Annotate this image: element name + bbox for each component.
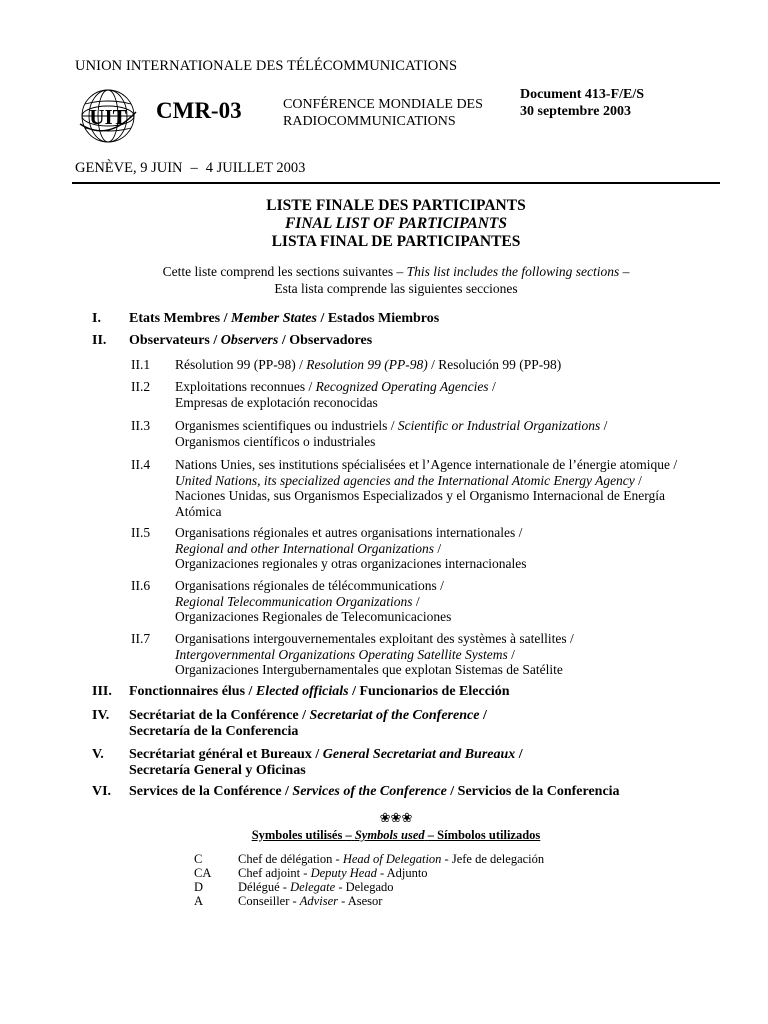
- subsection-en: United Nations, its specialized agencies and the International Atomic Energy Agency: [175, 472, 635, 488]
- conference-name: [283, 96, 483, 130]
- conference-name-line2: RADIOCOMMUNICATIONS: [283, 114, 456, 129]
- section-fr: Services de la Conférence /: [129, 784, 293, 799]
- title-fr: LISTE FINALE DES PARTICIPANTS: [266, 197, 526, 214]
- document-date: 30 septembre 2003: [520, 104, 631, 119]
- subsection-slash: /: [600, 418, 608, 433]
- intro-es: Esta lista comprende las siguientes secciones: [274, 281, 518, 296]
- subsection-es: Organizaciones Regionales de Telecomunicaciones: [175, 609, 452, 624]
- section-fr: Secrétariat général et Bureaux /: [129, 747, 323, 762]
- conference-location-dates: [75, 160, 305, 177]
- subsection-slash: /: [412, 593, 420, 609]
- ornament-divider: ❀❀❀: [379, 810, 413, 825]
- subsection-number: II.1: [131, 357, 151, 372]
- symbols-title-es: – Símbolos utilizados: [427, 828, 541, 842]
- section-number: IV.: [92, 708, 110, 723]
- location-end: 4 JUILLET 2003: [205, 160, 306, 176]
- subsection-fr: Organismes scientifiques ou industriels /: [175, 418, 398, 433]
- symbol-fr: Chef de délégation -: [238, 852, 343, 866]
- document-title: [72, 197, 720, 251]
- section-es: / Estados Miembros: [316, 311, 440, 326]
- location-start: GENÈVE, 9 JUIN: [75, 160, 183, 176]
- subsection-en: Regional Telecommunication Organizations: [175, 593, 413, 609]
- symbol-es: - Delegado: [335, 880, 394, 894]
- subsection-es: Empresas de explotación reconocidas: [175, 394, 378, 410]
- subsection-es: Organizaciones Intergubernamentales que explotan Sistemas de Satélite: [175, 662, 563, 677]
- symbol-es: - Asesor: [337, 894, 383, 908]
- section-en: Services of the Conference: [292, 784, 447, 799]
- subsection-number: II.4: [131, 457, 151, 472]
- subsection-fr: Résolution 99 (PP-98) /: [175, 357, 307, 372]
- intro-en: This list includes the following sections: [406, 264, 620, 279]
- subsection-number: II.3: [131, 418, 151, 433]
- section-fr: Etats Membres /: [129, 311, 231, 326]
- symbol-es: - Adjunto: [376, 866, 428, 880]
- section-es-cont: Secretaría General y Oficinas: [129, 763, 306, 778]
- section-fr: Observateurs /: [129, 333, 221, 348]
- symbol-en: Deputy Head: [310, 866, 377, 880]
- section-es: / Funcionarios de Elección: [348, 684, 510, 699]
- document-number: Document 413-F/E/S: [520, 87, 645, 102]
- section-number: V.: [92, 747, 104, 762]
- intro-fr: Cette liste comprend les sections suivantes –: [162, 264, 404, 279]
- section-es: / Observadores: [278, 333, 373, 348]
- location-separator: –: [190, 160, 198, 176]
- subsection-fr: Exploitations reconnues /: [175, 379, 316, 394]
- organization-name: UNION INTERNATIONALE DES TÉLÉCOMMUNICATIONS: [75, 58, 458, 74]
- subsection-en: Recognized Operating Agencies: [315, 379, 489, 394]
- section-en: Observers: [220, 333, 279, 348]
- symbols-title-en: Symbols used: [354, 828, 425, 842]
- section-en: Member States: [231, 311, 317, 326]
- title-es: LISTA FINAL DE PARTICIPANTES: [271, 233, 521, 250]
- symbols-title-fr: Symboles utilisés –: [251, 828, 352, 842]
- symbol-code: C: [194, 852, 203, 866]
- symbol-fr: Conseiller -: [238, 894, 300, 908]
- conference-code: CMR-03: [156, 98, 242, 123]
- subsection-es-cont: Atómica: [175, 503, 222, 519]
- symbol-fr: Délégué -: [238, 880, 291, 894]
- subsection-slash: /: [634, 472, 642, 488]
- section-es-cont: Secretaría de la Conferencia: [129, 724, 299, 739]
- subsection-slash: /: [507, 646, 515, 662]
- title-en: FINAL LIST OF PARTICIPANTS: [284, 215, 508, 232]
- subsection-en: Regional and other International Organizations: [175, 540, 434, 556]
- subsection-es: Organismos científicos o industriales: [175, 433, 376, 449]
- subsection-fr: Organisations régionales et autres organisations internationales /: [175, 525, 523, 540]
- symbol-fr: Chef adjoint -: [238, 866, 311, 880]
- subsection-en: Intergovernmental Organizations Operating Satellite Systems: [175, 646, 508, 662]
- section-en: Secretariat of the Conference: [309, 708, 480, 723]
- symbol-code: D: [194, 880, 204, 894]
- symbol-es: - Jefe de delegación: [441, 852, 545, 866]
- symbol-en: Delegate: [290, 880, 336, 894]
- subsection-en: Resolution 99 (PP-98): [306, 357, 428, 372]
- document-reference: [520, 86, 644, 120]
- section-fr: Fonctionnaires élus /: [129, 684, 256, 699]
- symbol-code: CA: [194, 866, 212, 880]
- section-number: III.: [92, 684, 112, 699]
- subsection-fr: Organisations intergouvernementales exploitant des systèmes à satellites /: [175, 631, 574, 646]
- symbol-code: A: [194, 894, 204, 908]
- section-es: / Servicios de la Conferencia: [446, 784, 620, 799]
- symbol-en: Adviser: [299, 894, 338, 908]
- section-fr: Secrétariat de la Conférence /: [129, 708, 310, 723]
- subsection-slash: /: [434, 540, 442, 556]
- section-number: II.: [92, 333, 107, 348]
- section-en: General Secretariat and Bureaux: [322, 747, 516, 762]
- subsection-fr: Nations Unies, ses institutions spécialisées et l’Agence internationale de l’énergie atomique /: [175, 457, 678, 472]
- section-en: Elected officials: [255, 684, 349, 699]
- conference-name-line1: CONFÉRENCE MONDIALE DES: [283, 97, 483, 112]
- subsection-es: Organizaciones regionales y otras organizaciones internacionales: [175, 556, 527, 571]
- section-es: /: [515, 747, 523, 762]
- subsection-number: II.2: [131, 379, 151, 394]
- symbol-en: Head of Delegation: [342, 852, 442, 866]
- subsection-number: II.5: [131, 525, 151, 540]
- subsection-slash: /: [488, 379, 496, 394]
- subsection-es: / Resolución 99 (PP-98): [427, 357, 562, 372]
- section-number: I.: [92, 311, 101, 326]
- subsection-en: Scientific or Industrial Organizations: [397, 418, 601, 433]
- uit-globe-logo: [76, 84, 140, 148]
- symbols-heading: [72, 828, 720, 843]
- section-es: /: [479, 708, 487, 723]
- logo-text: UIT: [89, 105, 127, 129]
- subsection-number: II.6: [131, 578, 151, 593]
- intro-text: [72, 263, 720, 297]
- header-divider: [72, 182, 720, 184]
- subsection-fr: Organisations régionales de télécommunications /: [175, 578, 444, 593]
- subsection-number: II.7: [131, 631, 151, 646]
- section-number: VI.: [92, 784, 112, 799]
- intro-dash: –: [622, 264, 630, 279]
- subsection-es: Naciones Unidas, sus Organismos Especializados y el Organismo Internacional de Energía: [175, 488, 666, 503]
